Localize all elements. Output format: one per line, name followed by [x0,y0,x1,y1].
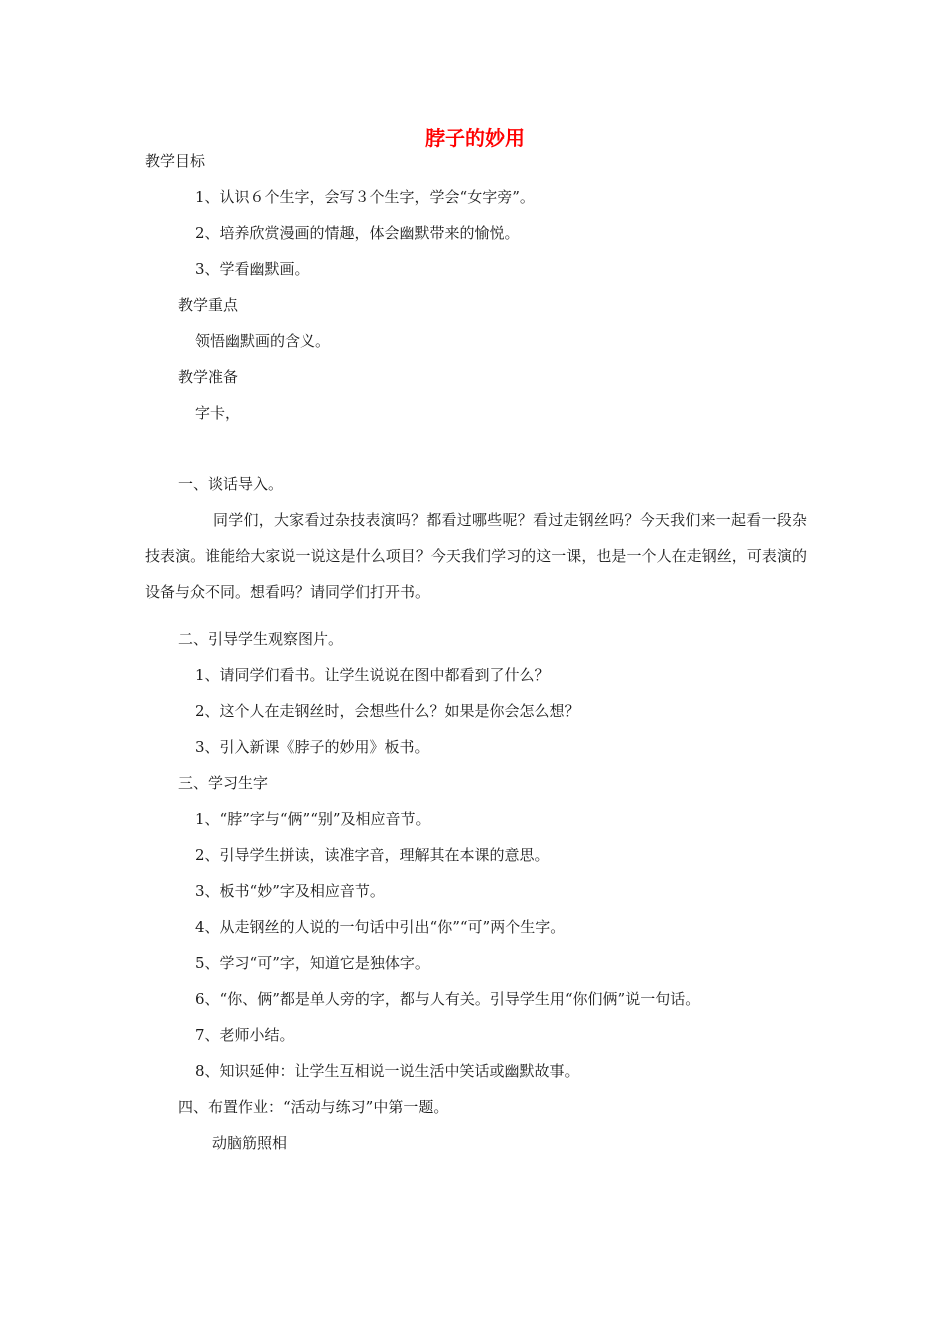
intro-paragraph: 同学们，大家看过杂技表演吗？都看过哪些呢？看过走钢丝吗？今天我们来一起看一段杂技表演。谁能给大家说一说这是什么项目？今天我们学习的这一课，也是一个人在走钢丝，可表演的设备与众不同。想看吗？请同学们打开书。 [145,511,807,601]
section-heading-homework: 四、布置作业：“活动与练习”中第一题。 [178,1098,449,1116]
goal-item: 1、认识６个生字，会写３个生字，学会“女字旁”。 [195,188,535,206]
section-heading-characters: 三、学习生字 [178,774,269,792]
characters-item: 2、引导学生拼读，读准字音，理解其在本课的意思。 [195,846,550,864]
characters-item: 5、学习“可”字，知道它是独体字。 [195,954,430,972]
characters-item: 3、板书“妙”字及相应音节。 [195,882,385,900]
document-title: 脖子的妙用 [425,126,525,150]
characters-item: 8、知识延伸：让学生互相说一说生活中笑话或幽默故事。 [195,1062,580,1080]
characters-item: 4、从走钢丝的人说的一句话中引出“你”“可”两个生字。 [195,918,566,936]
closing-text: 动脑筋照相 [212,1134,288,1152]
observe-item: 2、这个人在走钢丝时，会想些什么？如果是你会怎么想？ [195,702,580,720]
characters-item: 7、老师小结。 [195,1026,295,1044]
prep-text: 字卡， [195,404,241,422]
goal-item: 2、培养欣赏漫画的情趣，体会幽默带来的愉悦。 [195,224,520,242]
characters-item: 6、“你、俩”都是单人旁的字，都与人有关。引导学生用“你们俩”说一句话。 [195,990,701,1008]
prep-heading: 教学准备 [178,368,239,386]
characters-item: 1、“脖”字与“俩”“别”及相应音节。 [195,810,431,828]
goal-item: 3、学看幽默画。 [195,260,310,278]
observe-item: 1、请同学们看书。让学生说说在图中都看到了什么？ [195,666,550,684]
key-heading: 教学重点 [178,296,239,314]
observe-item: 3、引入新课《脖子的妙用》板书。 [195,738,430,756]
goals-heading: 教学目标 [145,152,206,170]
key-text: 领悟幽默画的含义。 [195,332,331,350]
section-heading-intro: 一、谈话导入。 [178,475,284,493]
section-heading-observe: 二、引导学生观察图片。 [178,630,344,648]
